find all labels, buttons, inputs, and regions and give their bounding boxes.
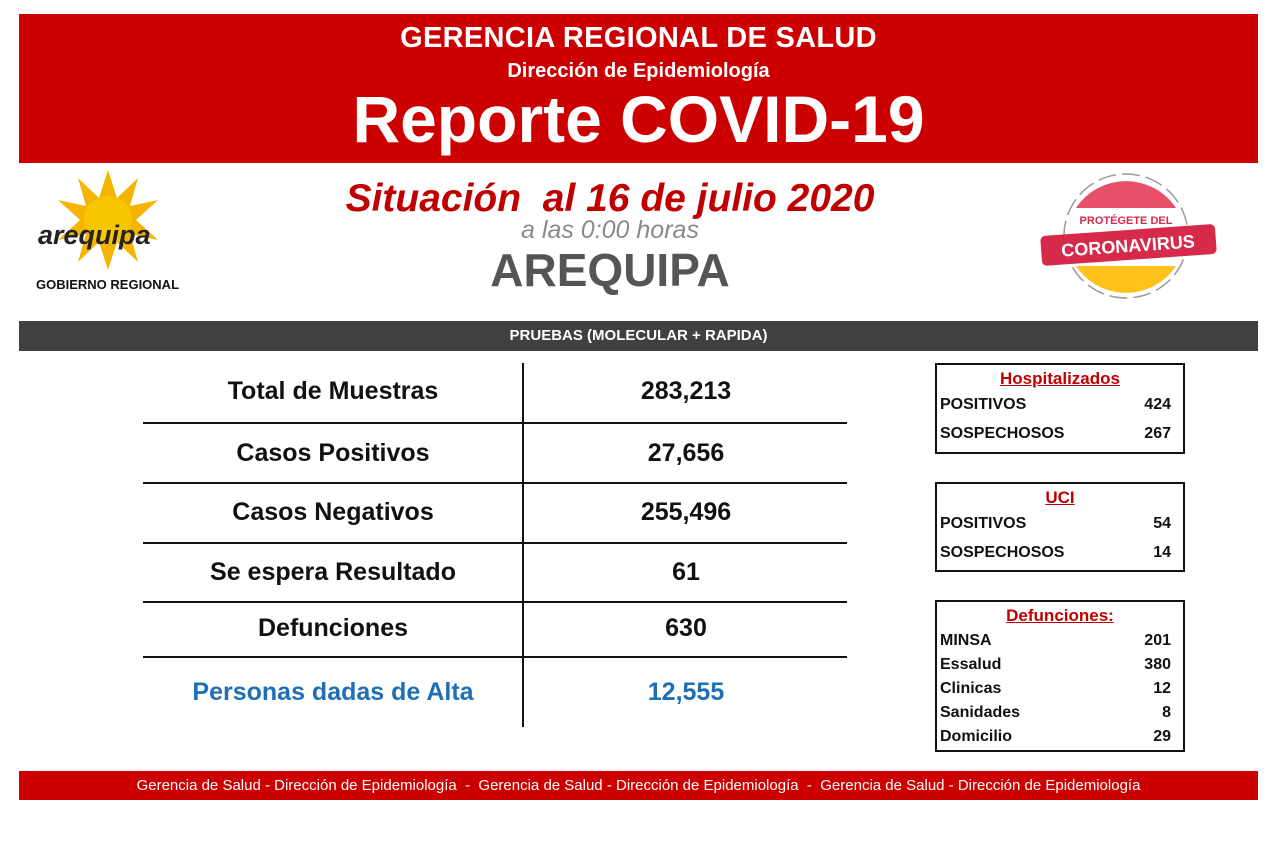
- row-value: 8: [1162, 704, 1171, 721]
- stat-value: 255,496: [640, 498, 732, 526]
- badge-main-text: CORONAVIRUS: [1060, 231, 1196, 261]
- row-value: 267: [1144, 425, 1171, 442]
- uci-title: UCI: [1045, 488, 1075, 507]
- city-name: AREQUIPA: [490, 244, 730, 296]
- list-item: [937, 509, 1183, 538]
- badge-top-text: PROTÉGETE DEL: [1079, 215, 1173, 227]
- sun-logo-icon: [30, 168, 180, 278]
- table-row: [143, 424, 847, 484]
- stat-label: Total de Muestras: [227, 377, 439, 405]
- row-value: 380: [1144, 656, 1171, 673]
- report-title: Reporte COVID-19: [352, 82, 925, 156]
- stat-label-alta: Personas dadas de Alta: [192, 678, 474, 706]
- row-label: MINSA: [940, 632, 992, 649]
- defunciones-title: Defunciones:: [1006, 606, 1114, 625]
- row-value: 12: [1153, 680, 1171, 697]
- stat-label: Casos Negativos: [232, 498, 434, 526]
- stat-value-alta: 12,555: [647, 678, 725, 706]
- list-item: [937, 651, 1183, 675]
- row-value: 424: [1144, 396, 1171, 413]
- list-item: [937, 723, 1183, 747]
- list-item: [937, 675, 1183, 699]
- gobierno-regional-logo: [30, 168, 180, 296]
- row-label: SOSPECHOSOS: [940, 544, 1065, 561]
- row-label: POSITIVOS: [940, 515, 1027, 532]
- section-bar: PRUEBAS (MOLECULAR + RAPIDA): [19, 321, 1258, 351]
- uci-box: [935, 482, 1185, 572]
- row-label: SOSPECHOSOS: [940, 425, 1065, 442]
- coronavirus-logo: [1036, 168, 1221, 308]
- org-title: GERENCIA REGIONAL DE SALUD: [400, 22, 877, 54]
- hospitalizados-box: [935, 363, 1185, 454]
- row-value: 201: [1144, 632, 1171, 649]
- table-row: [143, 658, 847, 728]
- stat-label: Defunciones: [257, 614, 409, 642]
- list-item: [937, 419, 1183, 448]
- stat-label: Casos Positivos: [236, 439, 430, 467]
- hospitalizados-title: Hospitalizados: [1000, 369, 1120, 388]
- list-item: [937, 538, 1183, 567]
- row-label: Domicilio: [940, 728, 1013, 745]
- logo-caption: GOBIERNO REGIONAL: [36, 277, 180, 292]
- row-value: 29: [1153, 728, 1171, 745]
- list-item: [937, 390, 1183, 419]
- list-item: [937, 627, 1183, 651]
- row-value: 54: [1153, 515, 1171, 532]
- stat-value: 283,213: [640, 377, 732, 405]
- header-banner: [19, 14, 1258, 163]
- list-item: [937, 699, 1183, 723]
- stat-value: 630: [665, 614, 707, 642]
- table-row: [143, 544, 847, 603]
- stat-label: Se espera Resultado: [210, 558, 456, 586]
- main-stats-table: [143, 363, 847, 728]
- row-label: Clinicas: [940, 680, 1002, 697]
- situation-title: Situación al 16 de julio 2020: [345, 177, 875, 220]
- footer-bar: Gerencia de Salud - Dirección de Epidemiología - Gerencia de Salud - Dirección de Epidemiología - Gerencia de Salud - Dirección de Epidemiología: [19, 771, 1258, 800]
- row-value: 14: [1153, 544, 1171, 561]
- row-label: POSITIVOS: [940, 396, 1027, 413]
- table-column-divider: [522, 363, 524, 727]
- logo-brand-text: arequipa: [38, 220, 151, 250]
- row-label: Essalud: [940, 656, 1002, 673]
- stat-value: 27,656: [647, 439, 725, 467]
- table-row: [143, 363, 847, 424]
- protect-badge-icon: [1036, 168, 1221, 308]
- stat-value: 61: [672, 558, 700, 586]
- table-row: [143, 603, 847, 658]
- situation-time: a las 0:00 horas: [521, 216, 699, 244]
- table-row: [143, 484, 847, 544]
- row-label: Sanidades: [940, 704, 1021, 721]
- direction-title: Dirección de Epidemiología: [507, 60, 770, 82]
- defunciones-box: [935, 600, 1185, 752]
